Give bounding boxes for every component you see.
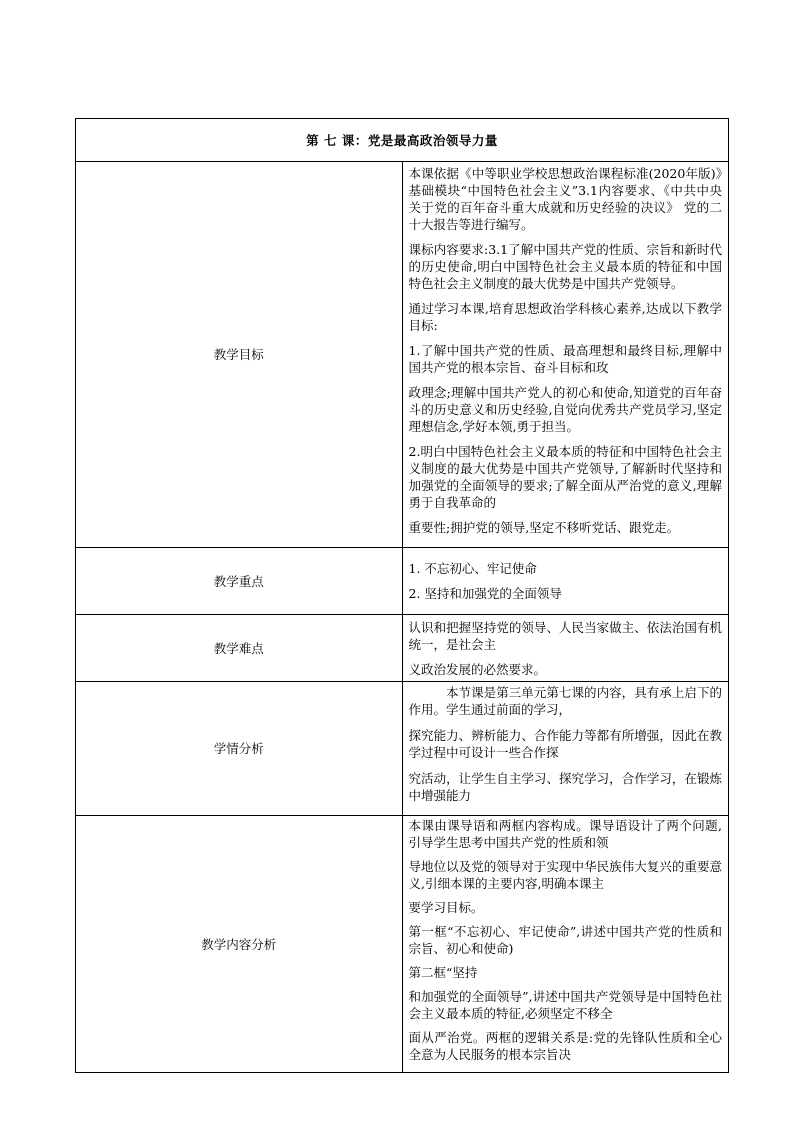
paragraph: 1. 不忘初心、牢记使命: [408, 561, 537, 576]
section-row-student-analysis: [76, 682, 729, 816]
section-content: [402, 682, 729, 816]
section-label: 教学难点: [76, 615, 403, 682]
section-content: [402, 816, 729, 1073]
paragraph: 重要性;拥护党的领导,坚定不移听党话、跟党走。: [408, 520, 680, 535]
paragraph: 面从严治党。两框的逻辑关系是:党的先锋队性质和全心全意为人民服务的根本宗旨决: [408, 1030, 722, 1062]
section-label: 学情分析: [76, 682, 403, 816]
paragraph: 导地位以及党的领导对于实现中华民族伟大复兴的重要意义,引细本课的主要内容,明确本课主: [408, 859, 722, 891]
paragraph: 究活动，让学生自主学习、探究学习，合作学习，在锻炼中增强能力: [408, 771, 722, 803]
section-row-key-points: [76, 548, 729, 615]
paragraph: 2. 坚持和加强党的全面领导: [408, 586, 562, 601]
paragraph: 课标内容要求:3.1了解中国共产党的性质、宗旨和新时代的历史使命,明白中国特色社会主义最本质的特征和中国特色社会主义制度的最大优势是中国共产党领导。: [408, 242, 722, 291]
title-row: [76, 119, 729, 162]
paragraph: 1.了解中国共产党的性质、最高理想和最终目标,理解中国共产党的根本宗旨、奋斗目标和玫: [408, 343, 722, 375]
section-row-difficulties: [76, 615, 729, 682]
paragraph: 通过学习本课,培育思想政治学科核心素养,达成以下教学目标:: [408, 301, 722, 333]
paragraph: 第二框“坚持: [408, 965, 478, 980]
section-label: 教学内容分析: [76, 816, 403, 1073]
paragraph: 本课由课导语和两框内容构成。课导语设计了两个问题,引导学生思考中国共产党的性质和领: [408, 818, 722, 850]
paragraph: 义政治发展的必然要求。: [408, 661, 547, 677]
paragraph: 本课依据《中等职业学校思想政治课程标准(2020年版)》基础模块“中国特色社会主义”3.1内容要求、《中共中央关于党的百年奋斗重大成就和历史经验的决议》 党的二十大报告等进行编写。: [408, 166, 722, 232]
section-row-teaching-goals: [76, 162, 729, 548]
paragraph: 探究能力、辨析能力、合作能力等都有所增强，因此在教学过程中可设计一些合作探: [408, 728, 722, 760]
section-content: [402, 548, 729, 615]
section-content: [402, 162, 729, 548]
lesson-plan-table: [75, 118, 729, 1073]
section-label: 教学重点: [76, 548, 403, 615]
paragraph: 本节课是第三单元第七课的内容，具有承上启下的作用。学生通过前面的学习，: [408, 685, 722, 717]
lesson-title: 第 七 课：党是最高政治领导力量: [76, 119, 729, 162]
paragraph: 认识和把握坚持党的领导、人民当家做主、依法治国有机统一，是社会主: [408, 619, 722, 652]
paragraph: 和加强党的全面领导”,讲述中国共产党领导是中国特色社会主义最本质的特征,必须坚定不移全: [408, 989, 722, 1021]
section-row-content-analysis: [76, 816, 729, 1073]
paragraph: 第一框“不忘初心、牢记使命”,讲述中国共产党的性质和宗旨、初心和使命): [408, 924, 722, 956]
paragraph: 要学习目标。: [408, 900, 484, 915]
section-label: 教学目标: [76, 162, 403, 548]
section-content: [402, 615, 729, 682]
paragraph: 2.明白中国特色社会主义最本质的特征和中国特色社会主义制度的最大优势是中国共产党领导,了解新时代坚持和加强党的全面领导的要求;了解全面从严治党的意义,理解勇于自我革命的: [408, 444, 722, 510]
paragraph: 政理念;理解中国共产党人的初心和使命,知道党的百年奋斗的历史意义和历史经验,自觉向优秀共产党员学习,坚定理想信念,学好本领,勇于担当。: [408, 385, 722, 434]
